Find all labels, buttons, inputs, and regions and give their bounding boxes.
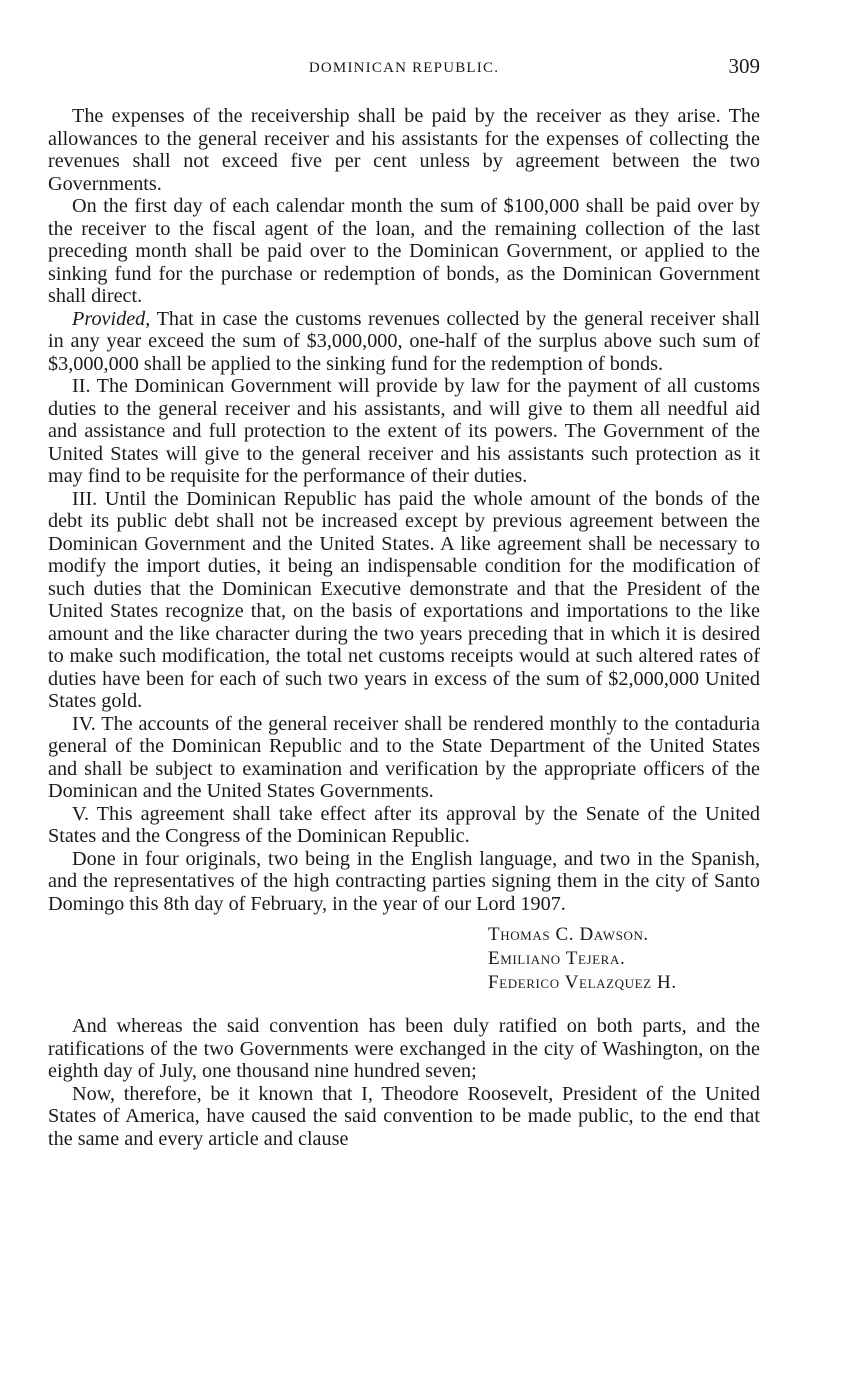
- running-head: DOMINICAN REPUBLIC.: [308, 60, 500, 76]
- page-header: [48, 52, 760, 82]
- article-v: V. This agreement shall take effect after its approval by the Senate of the United States and the Congress of the Dominican Republic.: [48, 802, 760, 847]
- paragraph: The expenses of the receivership shall be paid by the receiver as they arise. The allowances to the general receiver and his assistants for the expenses of collecting the revenues shall not exceed five per cent unless by agreement between the two Governments.: [48, 105, 760, 195]
- paragraph: And whereas the said convention has been duly ratified on both parts, and the ratifications of the two Governments were exchanged in the city of Washington, on the eighth day of July, one thousand nine hundred seven;: [48, 1015, 760, 1082]
- article-iii: III. Until the Dominican Republic has paid the whole amount of the bonds of the debt its public debt shall not be increased except by previous agreement between the Dominican Government and the United States. A like agreement shall be necessary to modify the import duties, it being an indispensable condition for the modification of such duties that the Dominican Executive demonstrate and that the President of the United States recognize that, on the basis of exportations and importations to the like amount and the like character during the two years preceding that in which it is desired to make such modification, the total net customs receipts would at such altered rates of duties have been for each of such two years in excess of the sum of $2,000,000 United States gold.: [48, 487, 760, 712]
- page-number: 309: [728, 54, 760, 78]
- document-page: [48, 52, 760, 1150]
- body-text: [48, 105, 760, 1150]
- paragraph: On the first day of each calendar month the sum of $100,000 shall be paid over by the receiver to the fiscal agent of the loan, and the remaining collection of the last preceding month shall be paid over to the Dominican Government, or applied to the sinking fund for the purchase or redemption of bonds, as the Dominican Government shall direct.: [48, 195, 760, 307]
- paragraph: Now, therefore, be it known that I, Theodore Roosevelt, President of the United States of America, have caused the said convention to be made public, to the end that the same and every article and clause: [48, 1082, 760, 1150]
- signature: Thomas C. Dawson.: [488, 924, 649, 945]
- paragraph: Done in four originals, two being in the English language, and two in the Spanish, and the representatives of the high contracting parties signing them in the city of Santo Domingo this 8th day of February, in the year of our Lord 1907.: [48, 847, 760, 915]
- closing-section: [48, 1015, 760, 1150]
- provided-lead: Provided,: [72, 307, 151, 330]
- paragraph: Provided, That in case the customs revenues collected by the general receiver shall in any year exceed the sum of $3,000,000, one-half of the surplus above such sum of $3,000,000 shall be applied to the sinking fund for the redemption of bonds.: [48, 307, 760, 375]
- article-ii: II. The Dominican Government will provide by law for the payment of all customs duties to the general receiver and his assistants, and will give to them all needful aid and assistance and full protection to the extent of its powers. The Government of the United States will give to the general receiver and his assistants such protection as it may find to be requisite for the performance of their duties.: [48, 375, 760, 487]
- signature-block: [488, 923, 760, 995]
- signature: Emiliano Tejera.: [488, 948, 626, 969]
- article-iv: IV. The accounts of the general receiver shall be rendered monthly to the contaduria general of the Dominican Republic and to the State Department of the United States and shall be subject to examination and verification by the appropriate officers of the Dominican and the United States Governments.: [48, 712, 760, 802]
- signature: Federico Velazquez H.: [488, 972, 677, 993]
